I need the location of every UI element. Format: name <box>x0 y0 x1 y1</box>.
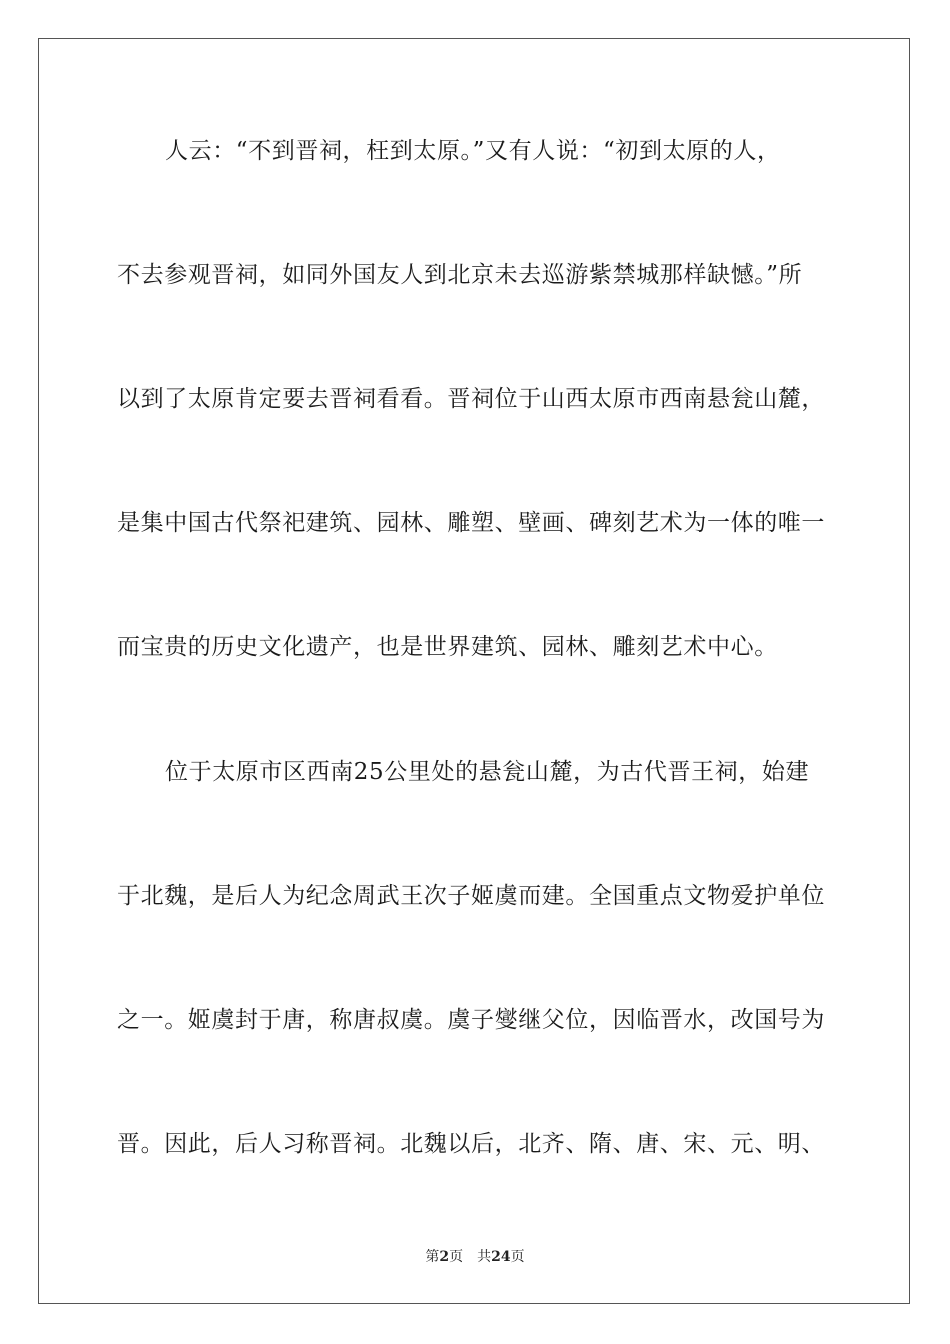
text-line-6: 位于太原市区西南25公里处的悬瓮山麓，为古代晋王祠，始建 <box>165 759 810 785</box>
page-prefix: 第 <box>425 1249 440 1265</box>
text-line-2: 不去参观晋祠，如同外国友人到北京未去巡游紫禁城那样缺憾。”所 <box>117 262 803 288</box>
page-suffix: 页 <box>449 1249 464 1265</box>
total-suffix: 页 <box>510 1249 525 1265</box>
page-border <box>38 38 910 1304</box>
text-line-9: 晋。因此，后人习称晋祠。北魏以后，北齐、隋、唐、宋、元、明、 <box>117 1131 825 1157</box>
page-footer <box>0 1248 950 1266</box>
text-line-7: 于北魏，是后人为纪念周武王次子姬虞而建。全国重点文物爱护单位 <box>117 883 825 909</box>
current-page-number: 2 <box>439 1249 450 1265</box>
total-prefix: 共 <box>477 1249 492 1265</box>
text-line-4: 是集中国古代祭祀建筑、园林、雕塑、壁画、碑刻艺术为一体的唯一 <box>117 510 825 536</box>
text-line-1: 人云：“不到晋祠，枉到太原。”又有人说：“初到太原的人， <box>165 138 781 164</box>
text-line-8: 之一。姬虞封于唐，称唐叔虞。虞子燮继父位，因临晋水，改国号为 <box>117 1007 825 1033</box>
text-line-3: 以到了太原肯定要去晋祠看看。晋祠位于山西太原市西南悬瓮山麓， <box>117 386 825 412</box>
total-page-number: 24 <box>491 1249 511 1265</box>
text-line-5: 而宝贵的历史文化遗产，也是世界建筑、园林、雕刻艺术中心。 <box>117 634 778 660</box>
